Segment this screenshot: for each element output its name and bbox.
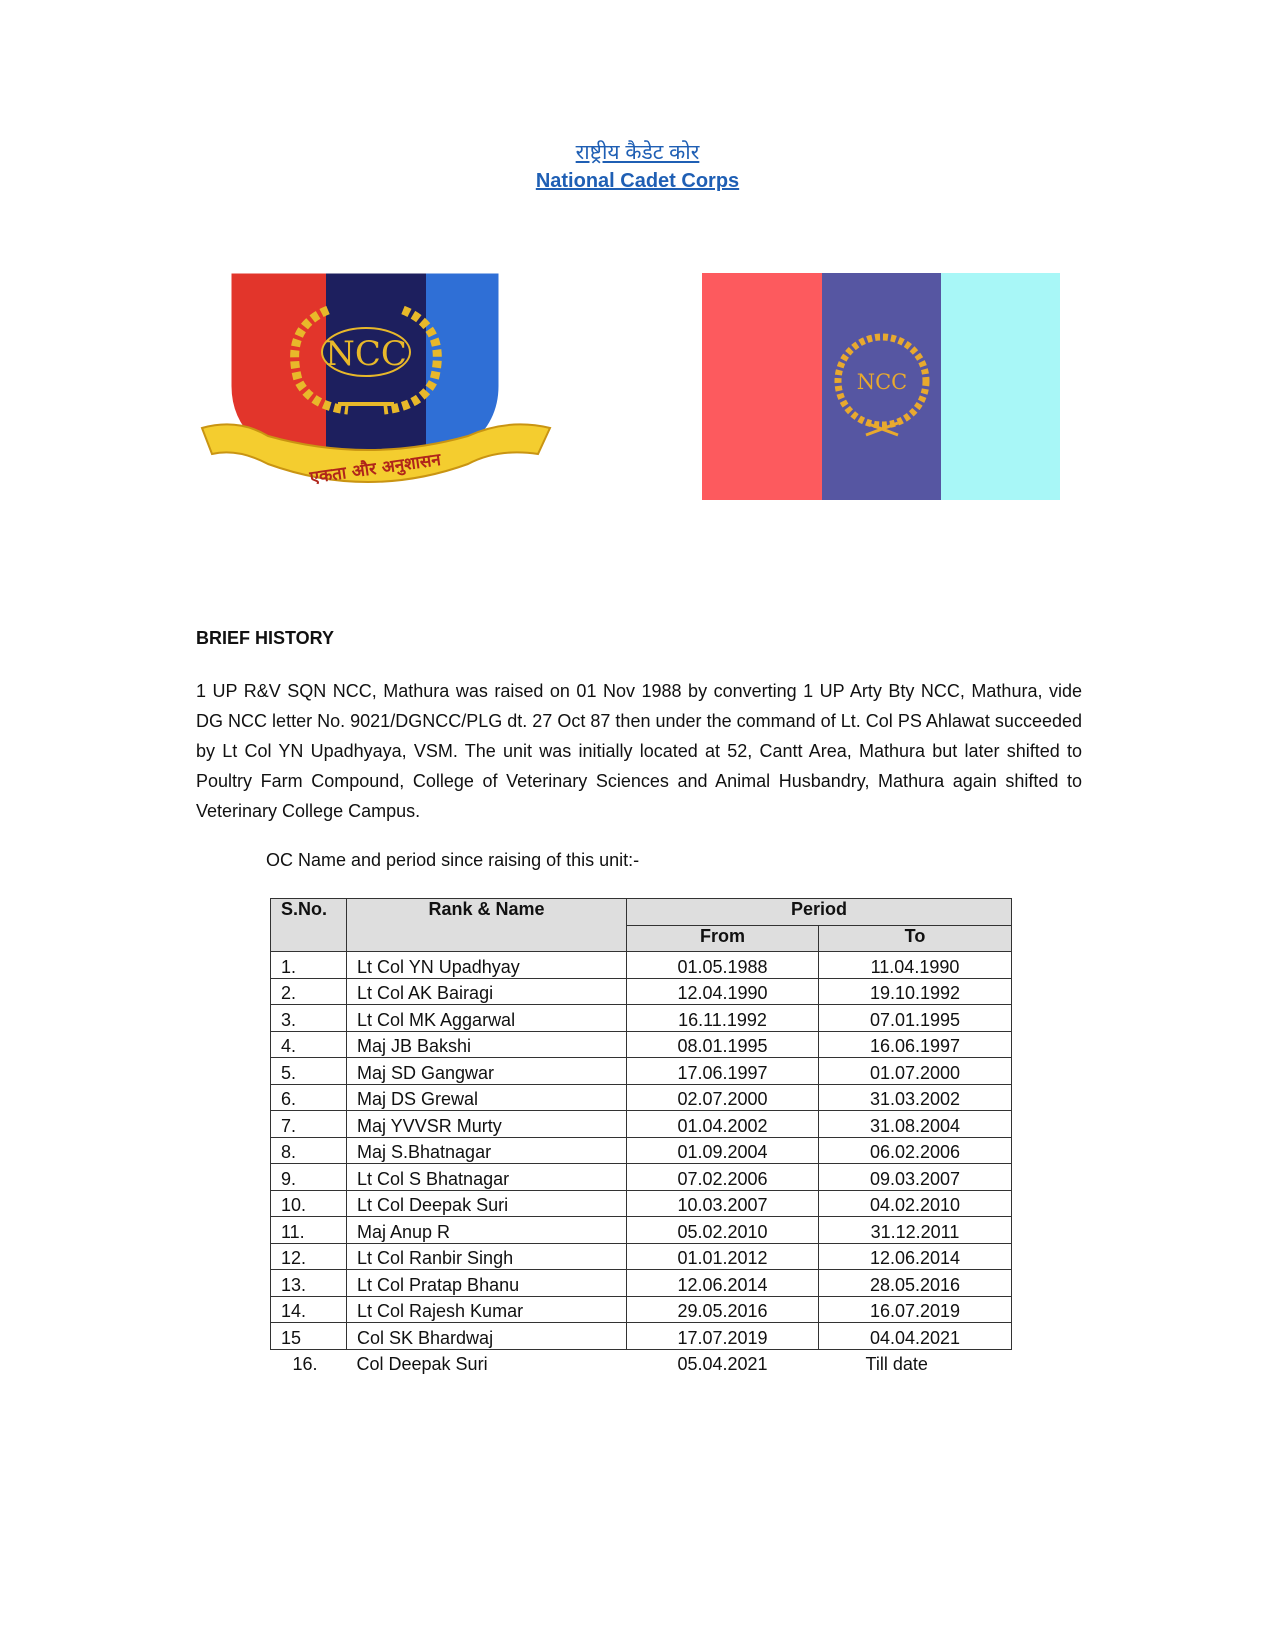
table-row — [271, 1217, 1012, 1244]
row-from: 17.06.1997 — [627, 1058, 819, 1085]
ncc-emblem-logo — [198, 268, 554, 500]
row-sno: 12. — [271, 1243, 347, 1270]
emblem-ncc-text: NCC — [325, 334, 407, 374]
row-to: 06.02.2006 — [819, 1137, 1012, 1164]
row-from: 01.04.2002 — [627, 1111, 819, 1138]
name-header: Rank & Name — [347, 899, 627, 952]
history-paragraph: 1 UP R&V SQN NCC, Mathura was raised on 01 Nov 1988 by converting 1 UP Arty Bty NCC, Mathura, vide DG NCC letter No. 9021/DGNCC/PLG dt. 27 Oct 87 then under the command of Lt. Col PS Ahlawat succeeded by Lt Col YN Upadhyaya, VSM. The unit was initially located at 52, Cantt Area, Mathura but later shifted to Poultry Farm Compound, College of Veterinary Sciences and Animal Husbandry, Mathura again shifted to Veterinary College Campus. — [196, 681, 1082, 821]
flag-red-stripe — [702, 273, 822, 500]
row-to: 31.08.2004 — [819, 1111, 1012, 1138]
row-from: 12.06.2014 — [627, 1270, 819, 1297]
brief-history-heading: BRIEF HISTORY — [196, 628, 335, 648]
row-name: Lt Col Ranbir Singh — [347, 1243, 627, 1270]
table-row — [271, 1349, 1012, 1375]
row-from: 01.05.1988 — [627, 952, 819, 979]
row-sno: 6. — [271, 1084, 347, 1111]
row-sno: 7. — [271, 1111, 347, 1138]
table-row — [271, 952, 1012, 979]
row-to: 31.12.2011 — [819, 1217, 1012, 1244]
row-from: 05.02.2010 — [627, 1217, 819, 1244]
row-name: Maj SD Gangwar — [347, 1058, 627, 1085]
row-to: 19.10.1992 — [819, 978, 1012, 1005]
row-from: 16.11.1992 — [627, 1005, 819, 1032]
row-sno: 4. — [271, 1031, 347, 1058]
hindi-title: राष्ट्रीय कैडेट कोर — [575, 141, 700, 164]
row-sno: 16. — [292, 1354, 318, 1374]
row-to: 12.06.2014 — [819, 1243, 1012, 1270]
row-name: Maj DS Grewal — [347, 1084, 627, 1111]
table-row — [271, 1111, 1012, 1138]
table-row — [271, 1190, 1012, 1217]
table-row — [271, 1058, 1012, 1085]
row-name: Lt Col YN Upadhyay — [347, 952, 627, 979]
row-to: 31.03.2002 — [819, 1084, 1012, 1111]
sno-header: S.No. — [271, 899, 347, 952]
flag-ncc-text: NCC — [856, 370, 908, 394]
row-to: 07.01.1995 — [819, 1005, 1012, 1032]
table-row — [271, 1323, 1012, 1350]
row-name: Col Deepak Suri — [356, 1354, 488, 1374]
row-name: Maj YVVSR Murty — [347, 1111, 627, 1138]
row-name: Lt Col S Bhatnagar — [347, 1164, 627, 1191]
row-to: 16.07.2019 — [819, 1296, 1012, 1323]
row-name: Maj Anup R — [347, 1217, 627, 1244]
row-sno: 13. — [271, 1270, 347, 1297]
row-sno: 9. — [271, 1164, 347, 1191]
table-row — [271, 1084, 1012, 1111]
table-row — [271, 1137, 1012, 1164]
row-sno: 5. — [271, 1058, 347, 1085]
emblem-motto: एकता और अनुशासन — [308, 449, 443, 489]
row-from: 08.01.1995 — [627, 1031, 819, 1058]
table-row — [271, 978, 1012, 1005]
ncc-flag — [702, 273, 1060, 500]
row-sno: 1. — [271, 952, 347, 979]
row-name: Lt Col MK Aggarwal — [347, 1005, 627, 1032]
row-to: 11.04.1990 — [819, 952, 1012, 979]
table-row — [271, 1005, 1012, 1032]
oc-intro-text: OC Name and period since raising of this unit:- — [266, 850, 640, 870]
row-sno: 10. — [271, 1190, 347, 1217]
row-sno: 11. — [271, 1217, 347, 1244]
page-title: National Cadet Corps — [535, 170, 740, 192]
table-row — [271, 1243, 1012, 1270]
row-sno: 8. — [271, 1137, 347, 1164]
row-to: 01.07.2000 — [819, 1058, 1012, 1085]
row-to: 04.02.2010 — [819, 1190, 1012, 1217]
table-row — [271, 1270, 1012, 1297]
row-from: 17.07.2019 — [627, 1323, 819, 1350]
row-from: 01.09.2004 — [627, 1137, 819, 1164]
row-from: 10.03.2007 — [627, 1190, 819, 1217]
row-from: 29.05.2016 — [627, 1296, 819, 1323]
row-from: 02.07.2000 — [627, 1084, 819, 1111]
row-from: 01.01.2012 — [627, 1243, 819, 1270]
row-name: Lt Col Rajesh Kumar — [347, 1296, 627, 1323]
oc-table-body — [271, 952, 1012, 1376]
table-row — [271, 1296, 1012, 1323]
row-sno: 3. — [271, 1005, 347, 1032]
from-header: From — [627, 925, 819, 952]
table-row — [271, 1164, 1012, 1191]
row-from: 12.04.1990 — [627, 978, 819, 1005]
row-sno: 2. — [271, 978, 347, 1005]
row-name: Maj JB Bakshi — [347, 1031, 627, 1058]
oc-table — [270, 898, 1012, 1375]
period-header: Period — [627, 899, 1012, 926]
row-sno: 14. — [271, 1296, 347, 1323]
flag-light-blue-stripe — [941, 273, 1060, 500]
row-to: Till date — [865, 1354, 928, 1374]
row-from: 07.02.2006 — [627, 1164, 819, 1191]
row-to: 16.06.1997 — [819, 1031, 1012, 1058]
row-to: 09.03.2007 — [819, 1164, 1012, 1191]
row-sno: 15 — [271, 1323, 347, 1350]
row-name: Lt Col AK Bairagi — [347, 978, 627, 1005]
table-row — [271, 1031, 1012, 1058]
row-name: Maj S.Bhatnagar — [347, 1137, 627, 1164]
row-name: Lt Col Deepak Suri — [347, 1190, 627, 1217]
to-header: To — [819, 925, 1012, 952]
row-name: Col SK Bhardwaj — [347, 1323, 627, 1350]
row-from: 05.04.2021 — [677, 1354, 768, 1374]
row-name: Lt Col Pratap Bhanu — [347, 1270, 627, 1297]
row-to: 28.05.2016 — [819, 1270, 1012, 1297]
row-to: 04.04.2021 — [819, 1323, 1012, 1350]
